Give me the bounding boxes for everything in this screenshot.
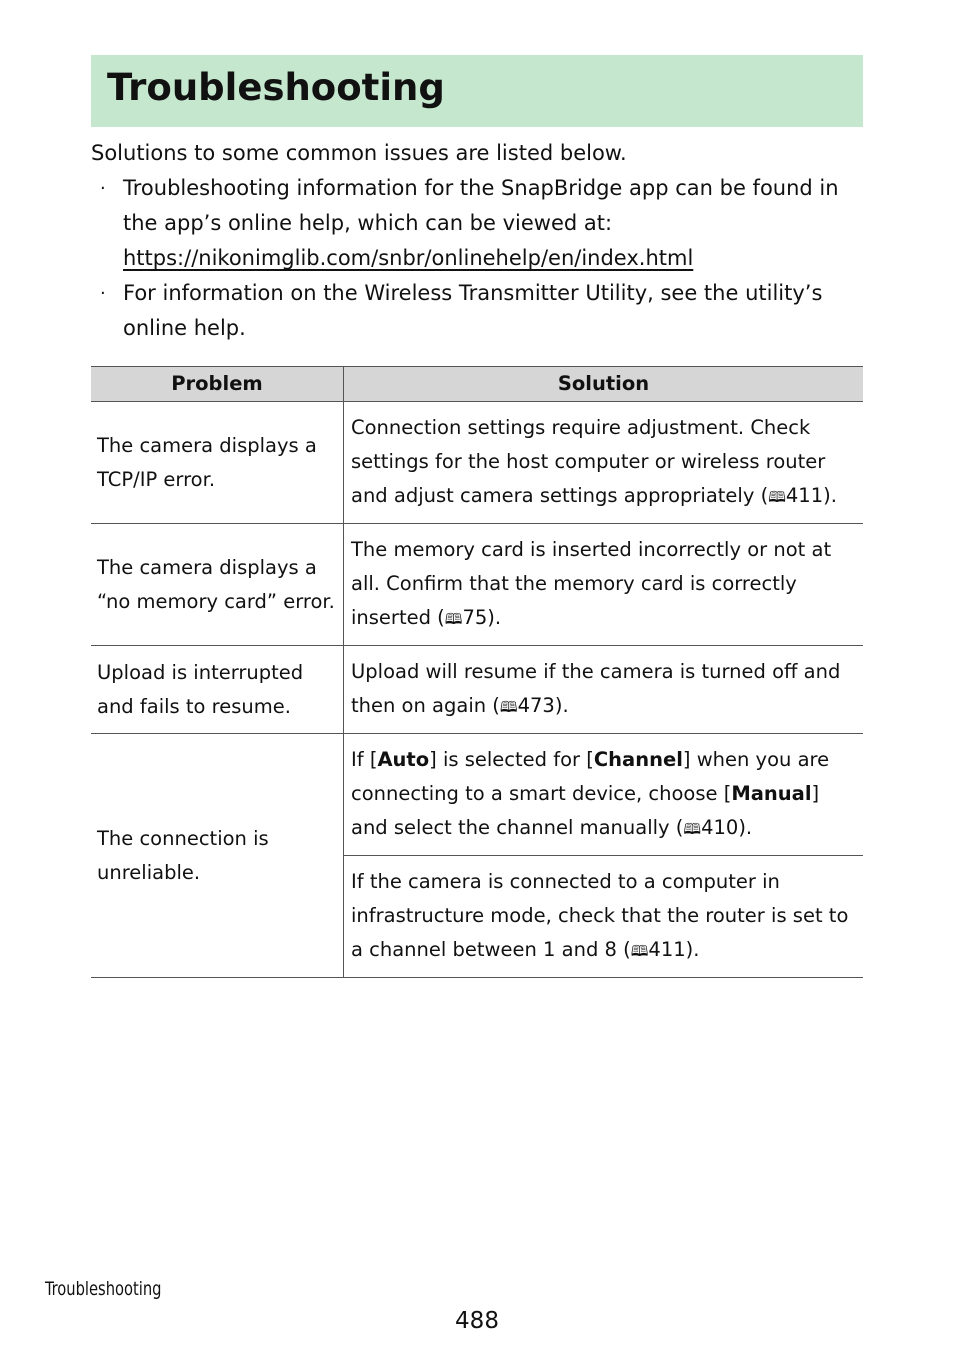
- book-icon: 🕮: [768, 488, 786, 506]
- list-item: [91, 276, 863, 346]
- book-icon: 🕮: [499, 698, 518, 716]
- page-ref-link[interactable]: 75: [462, 606, 488, 629]
- bullet-text: For information on the Wireless Transmitter Utility, see the utility’s online help.: [123, 281, 823, 340]
- page-ref-link[interactable]: 411: [648, 938, 686, 961]
- solution-cell: The memory card is inserted incorrectly or not at all. Confirm that the memory card is correctly inserted (🕮75).: [344, 524, 864, 646]
- problem-cell: The connection is unreliable.: [91, 734, 344, 978]
- table-row: [91, 734, 863, 856]
- table-header-row: [91, 367, 863, 402]
- table-row: [91, 402, 863, 524]
- table-row: [91, 524, 863, 646]
- problem-cell: The camera displays a “no memory card” error.: [91, 524, 344, 646]
- solution-cell: Connection settings require adjustment. Check settings for the host computer or wireless router and adjust camera settings appropriately (🕮411).: [344, 402, 864, 524]
- menu-item-channel: Channel: [593, 748, 683, 771]
- page-title: Troubleshooting: [107, 66, 445, 109]
- column-header-problem: Problem: [91, 367, 344, 402]
- intro-lead: Solutions to some common issues are listed below.: [91, 141, 627, 165]
- bullet-icon: ·: [100, 283, 106, 304]
- page-ref-link[interactable]: 473: [517, 694, 555, 717]
- page-ref-link[interactable]: 411: [785, 484, 824, 507]
- list-item: [91, 171, 863, 276]
- intro-bullet-list: [91, 171, 863, 346]
- menu-option-manual: Manual: [731, 782, 812, 805]
- intro-section: [91, 136, 863, 346]
- problem-cell: Upload is interrupted and fails to resume.: [91, 646, 344, 734]
- menu-option-auto: Auto: [377, 748, 430, 771]
- bullet-text: Troubleshooting information for the SnapBridge app can be found in the app’s online help, which can be viewed at:: [123, 176, 839, 235]
- page-number: 488: [455, 1308, 499, 1334]
- problem-cell: The camera displays a TCP/IP error.: [91, 402, 344, 524]
- table-row: [91, 646, 863, 734]
- bullet-icon: ·: [100, 178, 106, 199]
- solution-cell: If the camera is connected to a computer in infrastructure mode, check that the router is set to a channel between 1 and 8 (🕮411).: [344, 856, 864, 978]
- column-header-solution: Solution: [344, 367, 864, 402]
- book-icon: 🕮: [630, 942, 649, 960]
- troubleshooting-table: [91, 366, 863, 978]
- page-ref-link[interactable]: 410: [701, 816, 739, 839]
- page-heading-banner: [91, 55, 863, 127]
- online-help-link[interactable]: https://nikonimglib.com/snbr/onlinehelp/en/index.html: [123, 246, 694, 270]
- footer-section-label: Troubleshooting: [45, 1278, 162, 1300]
- solution-cell: If [Auto] is selected for [Channel] when you are connecting to a smart device, choose [Manual] and select the channel manually (🕮410).: [344, 734, 864, 856]
- book-icon: 🕮: [444, 610, 463, 628]
- book-icon: 🕮: [683, 820, 702, 838]
- solution-cell: Upload will resume if the camera is turned off and then on again (🕮473).: [344, 646, 864, 734]
